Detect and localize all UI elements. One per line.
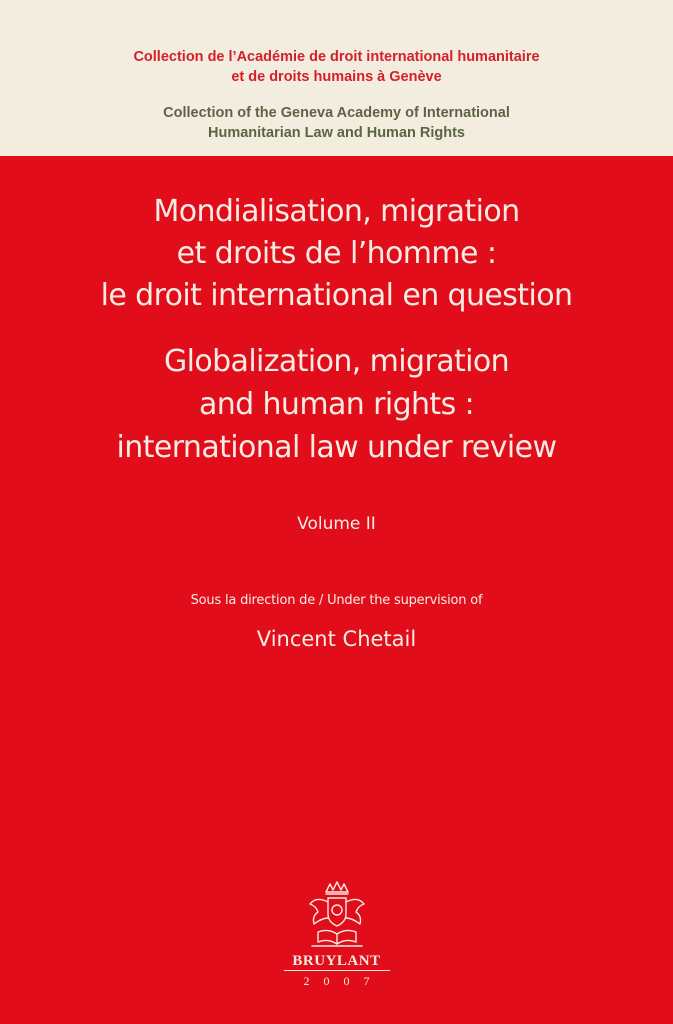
collection-band [0,0,673,156]
volume-label: Volume II [297,514,376,534]
title-fr-line2: et droits de l’homme : [176,236,497,271]
collection-fr-line2: et de droits humains à Genève [231,69,442,85]
title-en-line3: international law under review [116,430,557,465]
editor-name: Vincent Chetail [256,627,417,651]
crest-emblem-icon [304,880,370,950]
publication-year: 2007 [303,974,384,988]
title-en-line1: Globalization, migration [163,344,510,379]
title-fr-line1: Mondialisation, migration [153,194,520,229]
publisher-divider [284,970,390,971]
supervision-label: Sous la direction de / Under the supervision of [190,593,483,608]
title-fr-line3: le droit international en question [100,278,573,313]
collection-en-line1: Collection of the Geneva Academy of International [163,105,510,121]
collection-fr-line1: Collection de l’Académie de droit international humanitaire [133,49,540,65]
title-en-line2: and human rights : [198,387,475,422]
publisher-name: BRUYLANT [292,953,381,969]
collection-en-line2: Humanitarian Law and Human Rights [208,125,465,141]
